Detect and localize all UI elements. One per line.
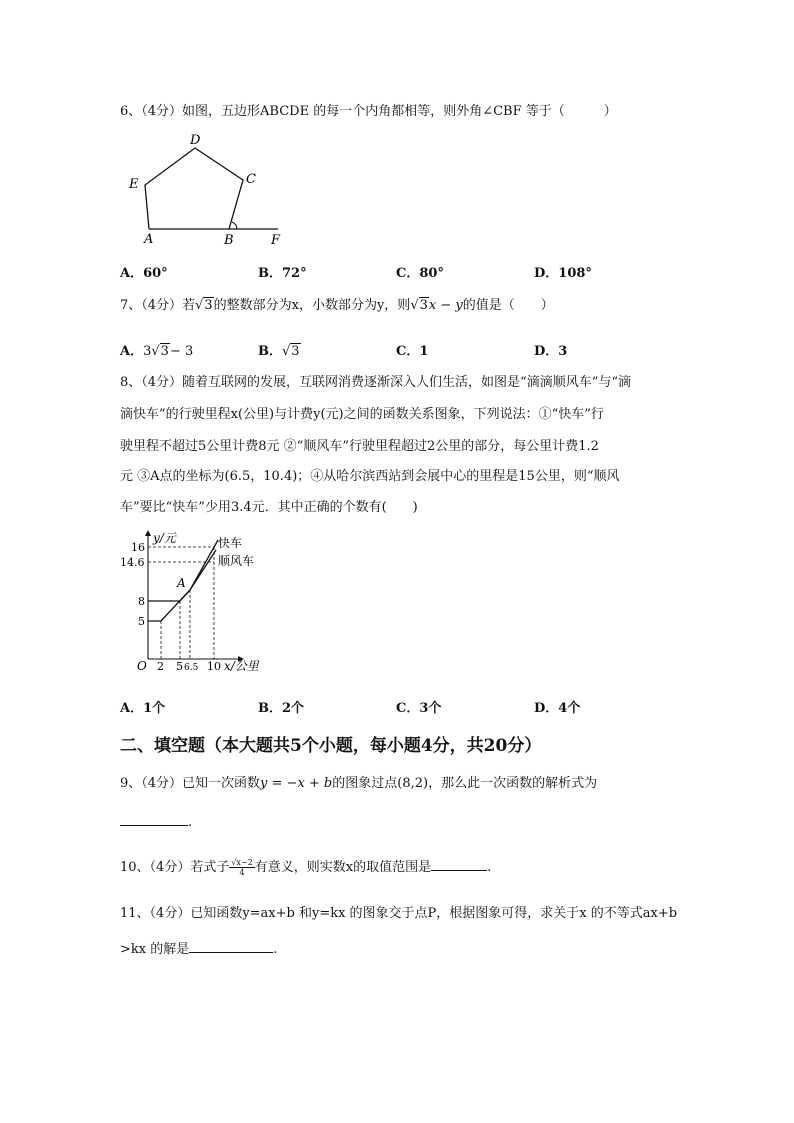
angle-cbf-arc — [232, 222, 237, 229]
pentagon-outline — [145, 148, 243, 229]
q11-answer-blank[interactable] — [189, 940, 273, 953]
q7-middle: 的整数部分为x，小数部分为y，则 — [213, 298, 411, 313]
q7-expr-tail: x − y — [428, 298, 463, 313]
sqrt-3: √3 — [195, 298, 213, 313]
y-axis-label: y/元 — [153, 531, 176, 545]
vertex-f: F — [271, 233, 281, 248]
q10-line: 10、（4分）若式子 $\frac{√x-2}{4}$有意义，则实数x的取值范围是 . — [120, 858, 492, 877]
point-a-label: A — [177, 576, 186, 590]
q9-line-1: 9、（4分）已知一次函数y = −x + b的图象过点(8,2)，那么此一次函数的解析式为 — [120, 776, 598, 791]
q8-line-2: 滴快车”的行驶里程x(公里)与计费y(元)之间的函数关系图象，下列说法：①“快车”行 — [120, 407, 604, 422]
q7-option-d: D．3 — [534, 344, 568, 359]
sqrt-3-expr: √3 — [410, 298, 428, 313]
q8-line-1: 8、（4分）随着互联网的发展，互联网消费逐渐深入人们生活，如图是“滴滴顺风车”与“滴 — [120, 375, 631, 390]
q11-line-1: 11、（4分）已知函数y=ax+b 和y=kx 的图象交于点P，根据图象可得，求关于x 的不等式ax+b — [120, 906, 678, 921]
q8-option-a: A．1个 — [120, 701, 166, 716]
q9-function: y = −x + b — [260, 776, 333, 791]
y-tick-5: 5 — [138, 615, 145, 628]
q10-fraction: $\frac{√x-2}{4}$ — [231, 858, 253, 877]
q6-stem: 6、（4分）如图，五边形ABCDE 的每一个内角都相等，则外角∠CBF 等于（ ） — [120, 104, 617, 119]
q8-line-3: 驶里程不超过5公里计费8元 ②“顺风车”行驶里程超过2公里的部分，每公里计费1.2 — [120, 439, 599, 454]
x-tick-10: 10 — [207, 660, 221, 673]
x-tick-5: 5 — [176, 660, 183, 673]
origin-label: O — [137, 659, 147, 673]
y-tick-14-6: 14.6 — [120, 556, 145, 569]
q7-suffix: 的值是（ ） — [462, 298, 554, 313]
q8-line-4: 元 ③A点的坐标为(6.5，10.4)；④从哈尔滨西站到会展中心的里程是15公里，则“顺风 — [120, 469, 620, 484]
q8-option-d: D．4个 — [534, 701, 581, 716]
q7-option-b: B．√3 — [258, 344, 300, 359]
q6-option-b: B．72° — [258, 266, 307, 281]
q11-line-2: >kx 的解是 . — [120, 942, 278, 957]
vertex-a: A — [144, 232, 154, 247]
y-axis-arrow — [145, 530, 151, 536]
q6-option-a: A．60° — [120, 266, 168, 281]
q6-option-c: C．80° — [396, 266, 444, 281]
q8-option-c: C．3个 — [396, 701, 442, 716]
q7-option-a: A．3√3− 3 — [120, 344, 194, 359]
series-kuaiche — [148, 540, 218, 601]
vertex-d: D — [190, 133, 201, 148]
section-2-title: 二、填空题（本大题共5个小题，每小题4分，共20分） — [120, 736, 542, 756]
q6-option-d: D．108° — [534, 266, 592, 281]
legend-kuaiche: 快车 — [218, 536, 243, 550]
q7-option-c: C．1 — [396, 344, 429, 359]
vertex-b: B — [224, 233, 234, 248]
q7-prefix: 7、（4分）若 — [120, 298, 196, 313]
q8-option-b: B．2个 — [258, 701, 305, 716]
x-axis-label: x/公里 — [224, 659, 259, 673]
y-tick-16: 16 — [131, 541, 145, 554]
x-tick-6-5: 6.5 — [184, 663, 199, 673]
q8-line-5: 车”要比“快车”少用3.4元．其中正确的个数有( ) — [120, 500, 418, 515]
fare-chart — [110, 530, 280, 675]
q9-answer-blank[interactable] — [120, 813, 188, 826]
q9-point: (8,2) — [397, 776, 429, 791]
q10-answer-blank[interactable] — [431, 858, 487, 871]
legend-shunfengche: 顺风车 — [218, 554, 255, 568]
y-tick-8: 8 — [138, 595, 145, 608]
x-tick-2: 2 — [157, 660, 164, 673]
q7-stem — [120, 298, 554, 314]
vertex-e: E — [129, 177, 139, 192]
vertex-c: C — [246, 172, 256, 187]
q9-line-2: . — [120, 813, 192, 831]
pentagon-figure — [120, 128, 300, 250]
